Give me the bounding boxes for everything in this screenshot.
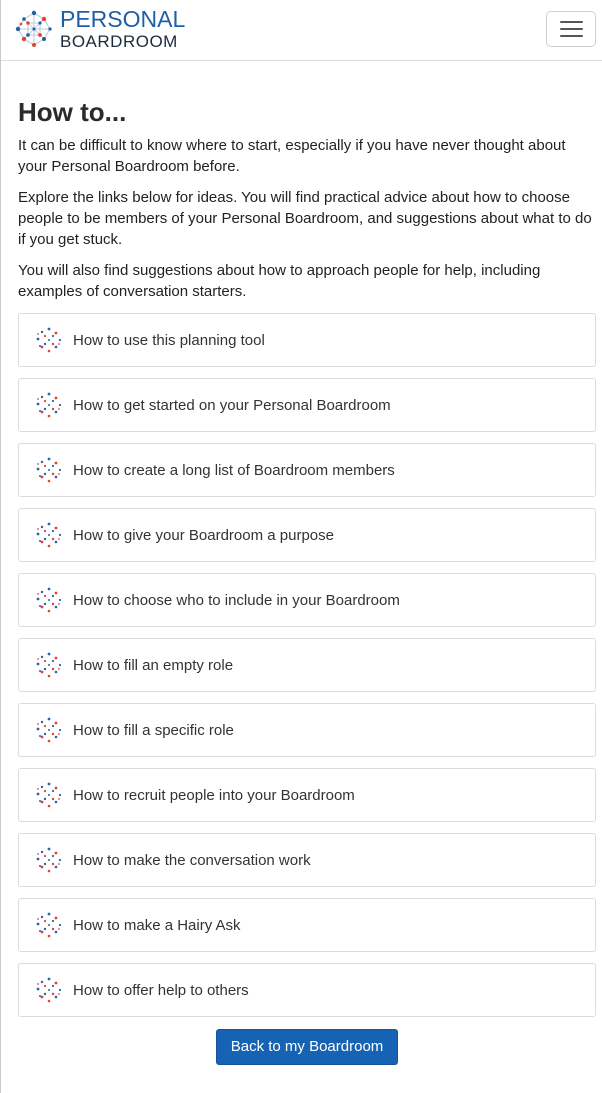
network-dots-icon: [35, 391, 63, 419]
network-dots-icon: [35, 846, 63, 874]
how-to-link-label: How to give your Boardroom a purpose: [73, 526, 334, 544]
how-to-link-label: How to fill an empty role: [73, 656, 234, 674]
navbar-toggle-button[interactable]: [546, 11, 596, 47]
how-to-link-6[interactable]: [18, 638, 596, 692]
network-dots-icon: [35, 911, 63, 939]
how-to-link-7[interactable]: [18, 703, 596, 757]
page-title: How to...: [18, 97, 127, 127]
how-to-link-8[interactable]: [18, 768, 596, 822]
main-content: [18, 61, 596, 1065]
how-to-link-label: How to make a Hairy Ask: [73, 916, 241, 934]
brand-wordmark: [60, 8, 185, 50]
network-dots-icon: [35, 781, 63, 809]
how-to-link-label: How to offer help to others: [73, 981, 249, 999]
intro-paragraph-2: Explore the links below for ideas. You will find practical advice about how to choose people to be members of your Personal Boardroom, and suggestions about what to do if you get stuck.: [18, 189, 592, 248]
how-to-link-9[interactable]: [18, 833, 596, 887]
network-dots-icon: [35, 976, 63, 1004]
how-to-link-10[interactable]: [18, 898, 596, 952]
how-to-link-1[interactable]: [18, 313, 596, 367]
back-to-boardroom-button[interactable]: Back to my Boardroom: [216, 1029, 399, 1065]
network-dots-icon: [35, 586, 63, 614]
how-to-link-label: How to choose who to include in your Boardroom: [73, 591, 400, 609]
network-dots-icon: [35, 326, 63, 354]
hamburger-menu-icon: [560, 21, 583, 23]
how-to-link-11[interactable]: [18, 963, 596, 1017]
how-to-link-label: How to fill a specific role: [73, 721, 234, 739]
intro-paragraph-3: You will also find suggestions about how to approach people for help, including examples of conversation starters.: [18, 262, 541, 300]
how-to-link-label: How to recruit people into your Boardroom: [73, 786, 355, 804]
brand-line-boardroom: BOARDROOM: [60, 32, 178, 51]
how-to-link-3[interactable]: [18, 443, 596, 497]
how-to-link-2[interactable]: [18, 378, 596, 432]
brand-logo-link[interactable]: [12, 6, 185, 52]
network-dots-icon: [12, 7, 56, 51]
how-to-link-label: How to use this planning tool: [73, 331, 265, 349]
top-navbar: [1, 0, 602, 61]
how-to-link-4[interactable]: [18, 508, 596, 562]
how-to-link-label: How to make the conversation work: [73, 851, 311, 869]
how-to-link-5[interactable]: [18, 573, 596, 627]
network-dots-icon: [35, 521, 63, 549]
how-to-link-list: [18, 313, 596, 1017]
network-dots-icon: [35, 456, 63, 484]
network-dots-icon: [35, 716, 63, 744]
intro-paragraph-1: It can be difficult to know where to start, especially if you have never thought about your Personal Boardroom before.: [18, 137, 566, 175]
how-to-link-label: How to create a long list of Boardroom members: [73, 461, 395, 479]
brand-line-personal: PERSONAL: [60, 6, 186, 32]
network-dots-icon: [35, 651, 63, 679]
how-to-link-label: How to get started on your Personal Boardroom: [73, 396, 391, 414]
